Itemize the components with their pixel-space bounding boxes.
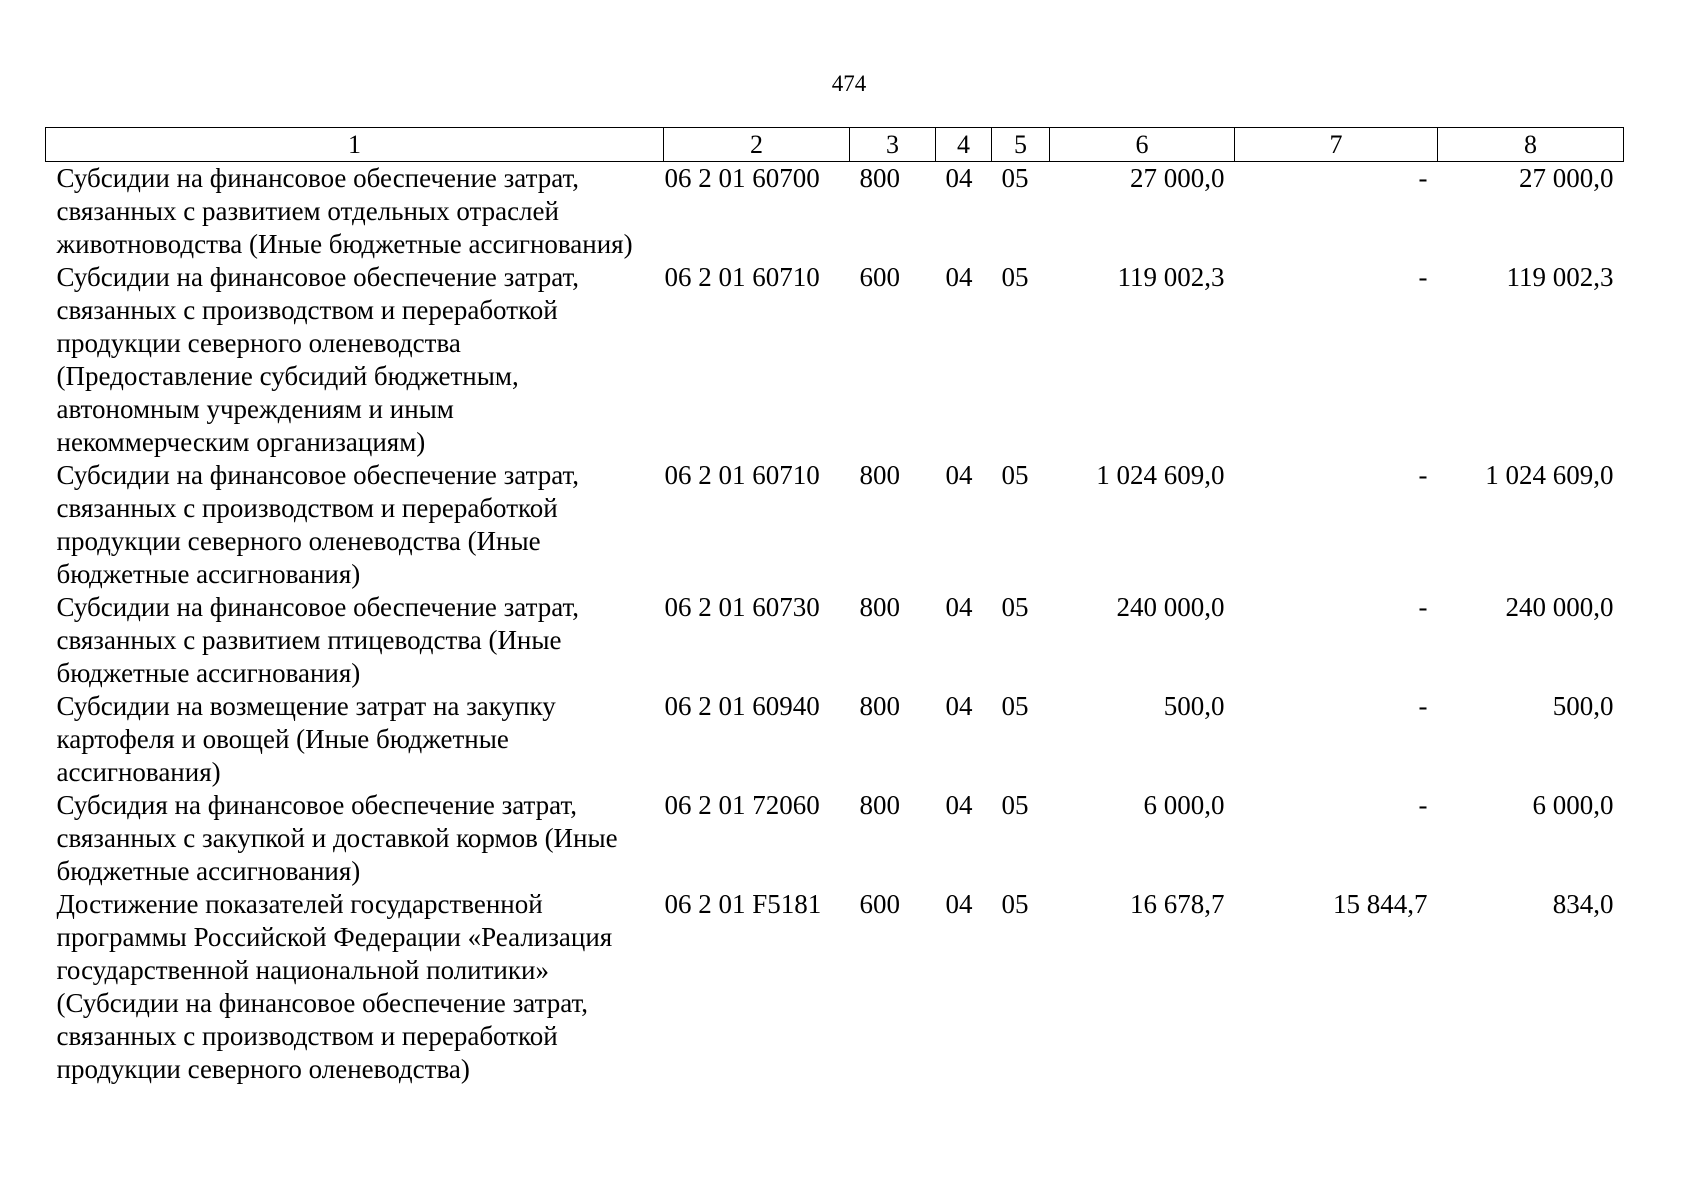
- row-federal: -: [1418, 592, 1428, 622]
- row-regional: 119 002,3: [1506, 262, 1614, 292]
- row-federal: -: [1418, 262, 1428, 292]
- row-target-code: 06 2 01 60730: [664, 592, 820, 622]
- row-expense-type: 800: [859, 790, 900, 820]
- budget-table: [45, 127, 1624, 1086]
- row-name: Субсидия на финансовое обеспечение затрат, связанных с закупкой и доставкой кормов (Иные бюджетные ассигнования): [56, 790, 618, 886]
- row-expense-type: 800: [859, 592, 900, 622]
- page-number: 474: [831, 71, 867, 96]
- table-row: [46, 789, 1624, 888]
- row-total: 240 000,0: [1116, 592, 1225, 622]
- header-col-5: 5: [992, 128, 1050, 162]
- row-total: 119 002,3: [1117, 262, 1225, 292]
- table-header: [46, 128, 1624, 162]
- row-subsection: 05: [1001, 163, 1029, 193]
- row-subsection: 05: [1001, 691, 1029, 721]
- table-row: [46, 459, 1624, 591]
- header-col-4: 4: [936, 128, 992, 162]
- row-expense-type: 600: [859, 262, 900, 292]
- row-section: 04: [945, 163, 973, 193]
- row-regional: 6 000,0: [1532, 790, 1614, 820]
- header-row: [46, 128, 1624, 162]
- row-regional: 27 000,0: [1519, 163, 1614, 193]
- row-expense-type: 600: [859, 889, 900, 919]
- row-total: 500,0: [1163, 691, 1225, 721]
- table-row: [46, 162, 1624, 262]
- row-section: 04: [945, 592, 973, 622]
- row-section: 04: [945, 460, 973, 490]
- row-name: Достижение показателей государственной программы Российской Федерации «Реализация государственной национальной политики» (Субсидии на финансовое обеспечение затрат, связанных с производством и переработкой продукции северного оленеводства): [56, 889, 613, 1084]
- row-federal: -: [1418, 790, 1428, 820]
- row-expense-type: 800: [859, 460, 900, 490]
- row-total: 1 024 609,0: [1096, 460, 1225, 490]
- row-subsection: 05: [1001, 889, 1029, 919]
- row-section: 04: [945, 691, 973, 721]
- row-subsection: 05: [1001, 790, 1029, 820]
- row-regional: 1 024 609,0: [1485, 460, 1614, 490]
- header-col-6: 6: [1050, 128, 1235, 162]
- row-target-code: 06 2 01 60940: [664, 691, 820, 721]
- row-section: 04: [945, 790, 973, 820]
- header-col-7: 7: [1235, 128, 1438, 162]
- row-section: 04: [945, 889, 973, 919]
- table-row: [46, 591, 1624, 690]
- row-regional: 240 000,0: [1505, 592, 1614, 622]
- table-row: [46, 261, 1624, 459]
- row-name: Субсидии на возмещение затрат на закупку картофеля и овощей (Иные бюджетные ассигнования): [56, 691, 556, 787]
- row-target-code: 06 2 01 72060: [664, 790, 820, 820]
- row-total: 16 678,7: [1130, 889, 1225, 919]
- row-federal: -: [1418, 691, 1428, 721]
- row-federal: -: [1418, 460, 1428, 490]
- row-target-code: 06 2 01 60710: [664, 460, 820, 490]
- header-col-1: 1: [46, 128, 664, 162]
- table-body: [46, 162, 1624, 1087]
- row-expense-type: 800: [859, 691, 900, 721]
- row-name: Субсидии на финансовое обеспечение затрат, связанных с производством и переработкой продукции северного оленеводства (Предоставление субсидий бюджетным, автономным учреждениям и иным некоммерческим организациям): [56, 262, 580, 457]
- header-col-8: 8: [1438, 128, 1624, 162]
- table-row: [46, 690, 1624, 789]
- row-federal: 15 844,7: [1333, 889, 1428, 919]
- row-target-code: 06 2 01 F5181: [664, 889, 822, 919]
- row-subsection: 05: [1001, 460, 1029, 490]
- row-total: 27 000,0: [1130, 163, 1225, 193]
- row-target-code: 06 2 01 60700: [664, 163, 820, 193]
- row-total: 6 000,0: [1143, 790, 1225, 820]
- header-col-2: 2: [664, 128, 850, 162]
- row-subsection: 05: [1001, 262, 1029, 292]
- row-regional: 500,0: [1552, 691, 1614, 721]
- row-name: Субсидии на финансовое обеспечение затрат, связанных с развитием птицеводства (Иные бюджетные ассигнования): [56, 592, 580, 688]
- row-section: 04: [945, 262, 973, 292]
- row-expense-type: 800: [859, 163, 900, 193]
- table-row: [46, 888, 1624, 1086]
- row-subsection: 05: [1001, 592, 1029, 622]
- row-name: Субсидии на финансовое обеспечение затрат, связанных с производством и переработкой продукции северного оленеводства (Иные бюджетные ассигнования): [56, 460, 580, 589]
- row-regional: 834,0: [1552, 889, 1614, 919]
- row-name: Субсидии на финансовое обеспечение затрат, связанных с развитием отдельных отраслей животноводства (Иные бюджетные ассигнования): [56, 163, 633, 259]
- row-federal: -: [1418, 163, 1428, 193]
- header-col-3: 3: [850, 128, 936, 162]
- row-target-code: 06 2 01 60710: [664, 262, 820, 292]
